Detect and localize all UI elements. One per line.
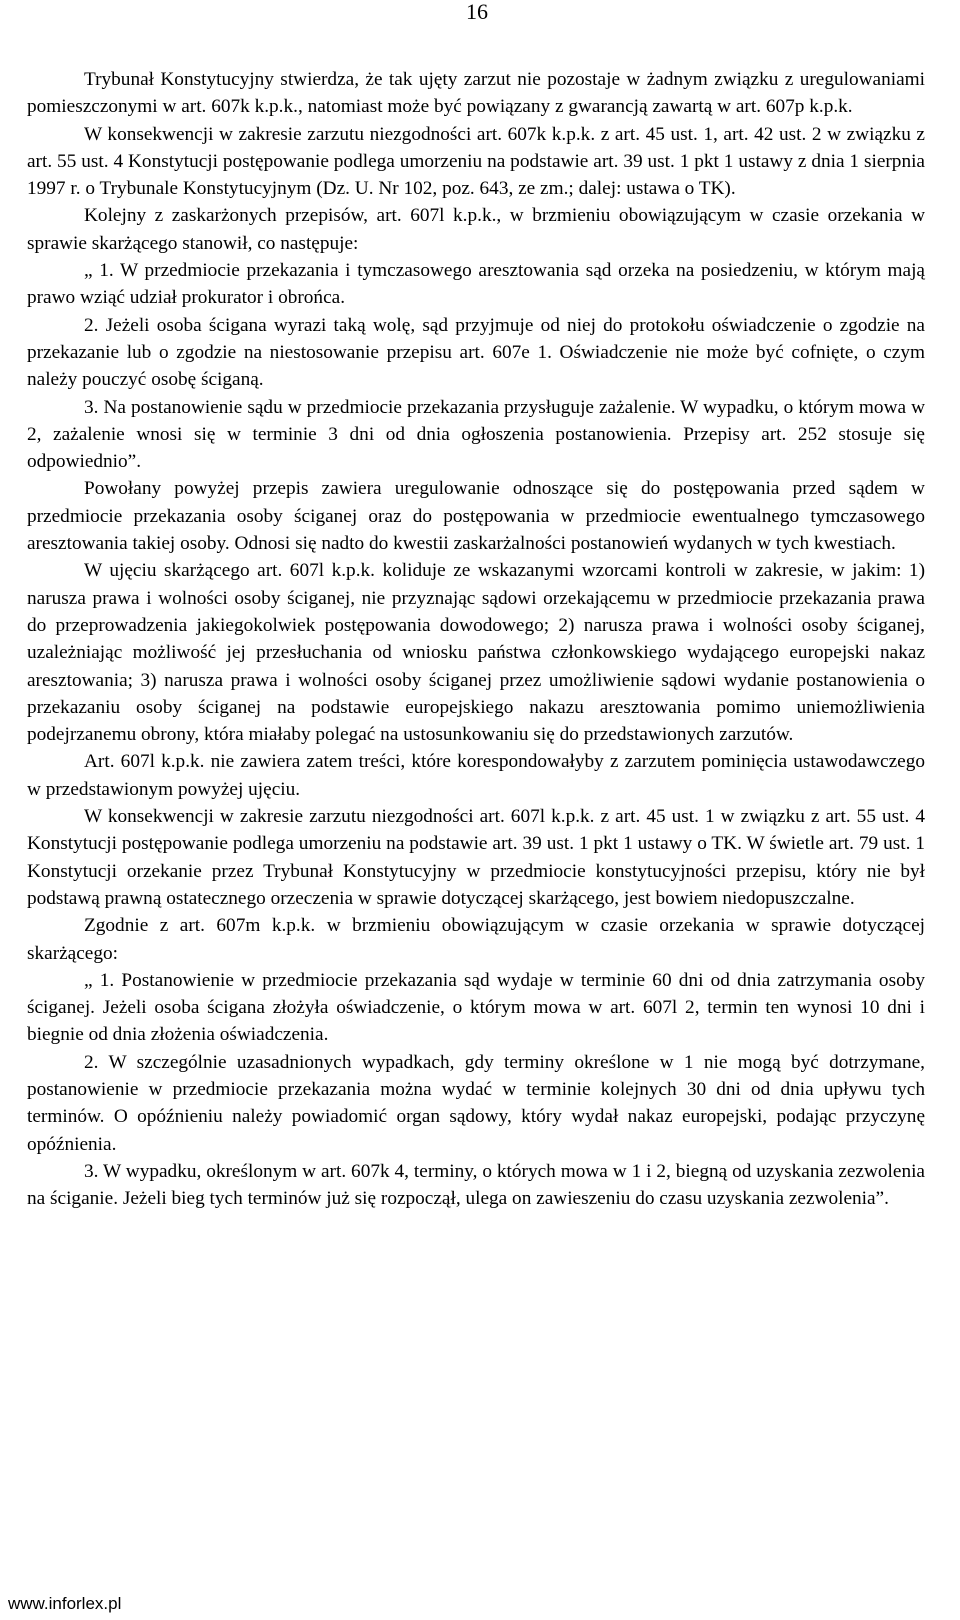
paragraph: „ 1. W przedmiocie przekazania i tymczasowego aresztowania sąd orzeka na posiedzeniu, w którym mają prawo wziąć udział prokurator i obrońca.: [27, 260, 925, 309]
paragraph: W konsekwencji w zakresie zarzutu niezgodności art. 607k k.p.k. z art. 45 ust. 1, art. 42 ust. 2 w związku z art. 55 ust. 4 Konstytucji postępowanie podlega umorzeniu na podstawie art. 39 ust. 1 pkt 1 ustawy z dnia 1 sierpnia 1997 r. o Trybunale Konstytucyjnym (Dz. U. Nr 102, poz. 643, ze zm.; dalej: ustawa o TK).: [27, 123, 925, 200]
paragraph: Art. 607l k.p.k. nie zawiera zatem treści, które korespondowałyby z zarzutem pominięcia ustawodawczego w przedstawionym powyżej ujęciu.: [27, 751, 925, 800]
paragraph: 2. Jeżeli osoba ścigana wyrazi taką wolę, sąd przyjmuje od niej do protokołu oświadczenie o zgodzie na przekazanie lub o zgodzie na niestosowanie przepisu art. 607e 1. Oświadczenie nie może być cofnięte, o czym należy pouczyć osobę ściganą.: [27, 314, 925, 391]
paragraph: Kolejny z zaskarżonych przepisów, art. 607l k.p.k., w brzmieniu obowiązującym w czasie orzekania w sprawie skarżącego stanowił, co następuje:: [27, 205, 925, 254]
paragraph: „ 1. Postanowienie w przedmiocie przekazania sąd wydaje w terminie 60 dni od dnia zatrzymania osoby ściganej. Jeżeli osoba ścigana złożyła oświadczenie, o którym mowa w art. 607l 2, termin ten wynosi 10 dni i biegnie od dnia złożenia oświadczenia.: [27, 969, 925, 1046]
paragraph: 3. W wypadku, określonym w art. 607k 4, terminy, o których mowa w 1 i 2, biegną od uzyskania zezwolenia na ściganie. Jeżeli bieg tych terminów już się rozpoczął, ulega on zawieszeniu do czasu uzyskania zezwolenia”.: [27, 1160, 925, 1210]
paragraph: W konsekwencji w zakresie zarzutu niezgodności art. 607l k.p.k. z art. 45 ust. 1 w związku z art. 55 ust. 4 Konstytucji postępowanie podlega umorzeniu na podstawie art. 39 ust. 1 pkt 1 ustawy o TK. W świetle art. 79 ust. 1 Konstytucji orzekanie przez Trybunał Konstytucyjny w przedmiocie konstytucyjności przepisu, który nie był podstawą prawną ostatecznego orzeczenia w sprawie dotyczącej skarżącego, jest bowiem niedopuszczalne.: [27, 806, 925, 909]
document-body: [27, 66, 925, 1212]
page-number: 16: [466, 0, 488, 24]
footer-website-link[interactable]: www.inforlex.pl: [8, 1594, 122, 1613]
paragraph: 3. Na postanowienie sądu w przedmiocie przekazania przysługuje zażalenie. W wypadku, o którym mowa w 2, zażalenie wnosi się w terminie 3 dni od dnia ogłoszenia postanowienia. Przepisy art. 252 stosuje się odpowiednio”.: [27, 396, 925, 473]
paragraph: W ujęciu skarżącego art. 607l k.p.k. koliduje ze wskazanymi wzorcami kontroli w zakresie, w jakim: 1) narusza prawa i wolności osoby ściganej, nie przyznając sądowi orzekającemu w przedmiocie przekazania prawa do przeprowadzenia jakiegokolwiek postępowania dowodowego; 2) narusza prawa i wolności osoby ściganej, uzależniając możliwość jej przesłuchania od wniosku państwa członkowskiego wydającego europejski nakaz aresztowania; 3) narusza prawa i wolności osoby ściganej przez umożliwienie sądowi wydanie postanowienia o przekazaniu osoby ściganej na podstawie europejskiego nakazu aresztowania pomimo uniemożliwienia podejrzanemu obrony, która miałaby polegać na ustosunkowaniu się do przedstawionych zarzutów.: [27, 560, 925, 746]
paragraph: Trybunał Konstytucyjny stwierdza, że tak ujęty zarzut nie pozostaje w żadnym związku z uregulowaniami pomieszczonymi w art. 607k k.p.k., natomiast może być powiązany z gwarancją zawartą w art. 607p k.p.k.: [27, 69, 925, 118]
paragraph: 2. W szczególnie uzasadnionych wypadkach, gdy terminy określone w 1 nie mogą być dotrzymane, postanowienie w przedmiocie przekazania można wydać w terminie kolejnych 30 dni od dnia upływu tych terminów. O opóźnieniu należy powiadomić organ sądowy, który wydał nakaz europejski, podając przyczynę opóźnienia.: [27, 1051, 925, 1155]
paragraph: Zgodnie z art. 607m k.p.k. w brzmieniu obowiązującym w czasie orzekania w sprawie dotyczącej skarżącego:: [27, 915, 925, 964]
paragraph: Powołany powyżej przepis zawiera uregulowanie odnoszące się do postępowania przed sądem w przedmiocie przekazania osoby ściganej oraz do postępowania w przedmiocie ewentualnego tymczasowego aresztowania takiej osoby. Odnosi się nadto do kwestii zaskarżalności postanowień wydanych w tych kwestiach.: [27, 478, 925, 555]
